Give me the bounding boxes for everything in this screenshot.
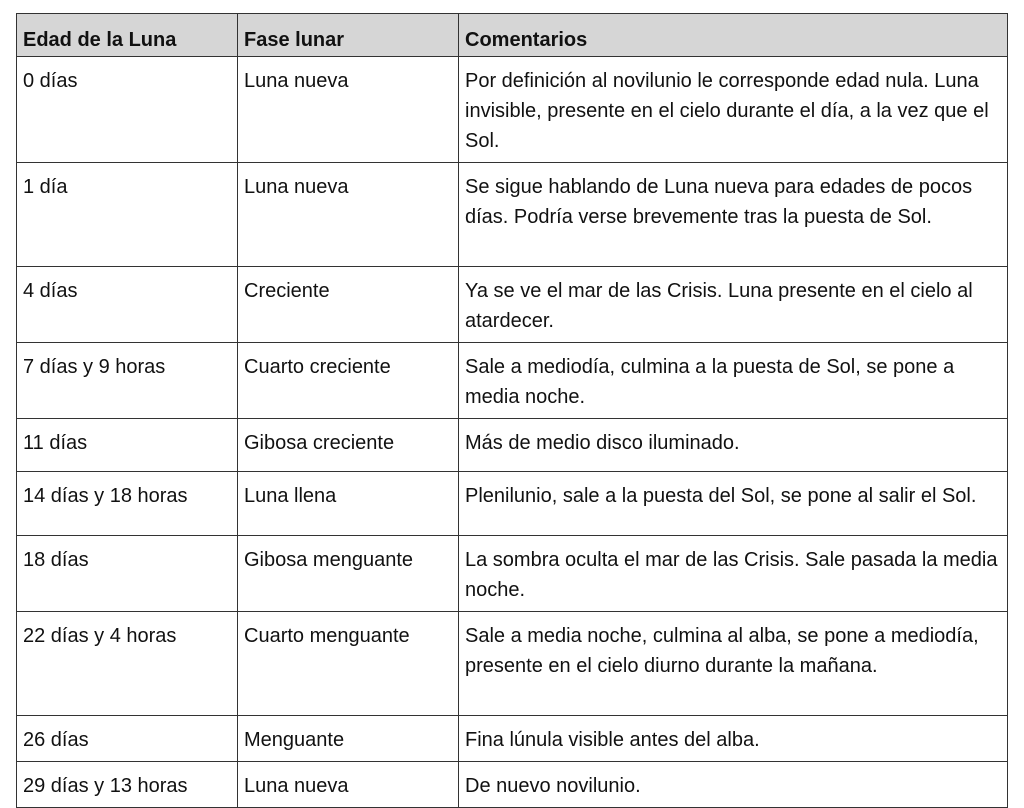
cell-age: 29 días y 13 horas (17, 762, 238, 808)
cell-age: 7 días y 9 horas (17, 343, 238, 419)
cell-comment: De nuevo novilunio. (459, 762, 1008, 808)
table-row (17, 163, 1008, 267)
cell-comment: Plenilunio, sale a la puesta del Sol, se pone al salir el Sol. (459, 472, 1008, 536)
cell-phase: Gibosa creciente (238, 419, 459, 472)
cell-comment: Sale a media noche, culmina al alba, se pone a mediodía, presente en el cielo diurno durante la mañana. (459, 612, 1008, 716)
table-row (17, 716, 1008, 762)
moon-phases-table (16, 13, 1008, 808)
cell-phase: Luna nueva (238, 163, 459, 267)
cell-phase: Gibosa menguante (238, 536, 459, 612)
cell-age: 22 días y 4 horas (17, 612, 238, 716)
table-row (17, 472, 1008, 536)
cell-phase: Luna llena (238, 472, 459, 536)
header-phase: Fase lunar (238, 14, 459, 57)
cell-phase: Cuarto creciente (238, 343, 459, 419)
header-age: Edad de la Luna (17, 14, 238, 57)
cell-age: 4 días (17, 267, 238, 343)
table-row (17, 536, 1008, 612)
cell-comment: Ya se ve el mar de las Crisis. Luna presente en el cielo al atardecer. (459, 267, 1008, 343)
table-row (17, 57, 1008, 163)
cell-age: 18 días (17, 536, 238, 612)
cell-phase: Cuarto menguante (238, 612, 459, 716)
cell-age: 11 días (17, 419, 238, 472)
cell-phase: Luna nueva (238, 762, 459, 808)
cell-phase: Menguante (238, 716, 459, 762)
cell-comment: Más de medio disco iluminado. (459, 419, 1008, 472)
cell-phase: Creciente (238, 267, 459, 343)
cell-age: 1 día (17, 163, 238, 267)
table-row (17, 343, 1008, 419)
header-row (17, 14, 1008, 57)
header-comments: Comentarios (459, 14, 1008, 57)
table-row (17, 612, 1008, 716)
cell-phase: Luna nueva (238, 57, 459, 163)
table-row (17, 762, 1008, 808)
cell-comment: Sale a mediodía, culmina a la puesta de Sol, se pone a media noche. (459, 343, 1008, 419)
cell-age: 0 días (17, 57, 238, 163)
cell-age: 26 días (17, 716, 238, 762)
cell-comment: La sombra oculta el mar de las Crisis. Sale pasada la media noche. (459, 536, 1008, 612)
cell-comment: Fina lúnula visible antes del alba. (459, 716, 1008, 762)
table-row (17, 267, 1008, 343)
cell-comment: Se sigue hablando de Luna nueva para edades de pocos días. Podría verse brevemente tras la puesta de Sol. (459, 163, 1008, 267)
cell-age: 14 días y 18 horas (17, 472, 238, 536)
table-row (17, 419, 1008, 472)
cell-comment: Por definición al novilunio le corresponde edad nula. Luna invisible, presente en el cielo durante el día, a la vez que el Sol. (459, 57, 1008, 163)
